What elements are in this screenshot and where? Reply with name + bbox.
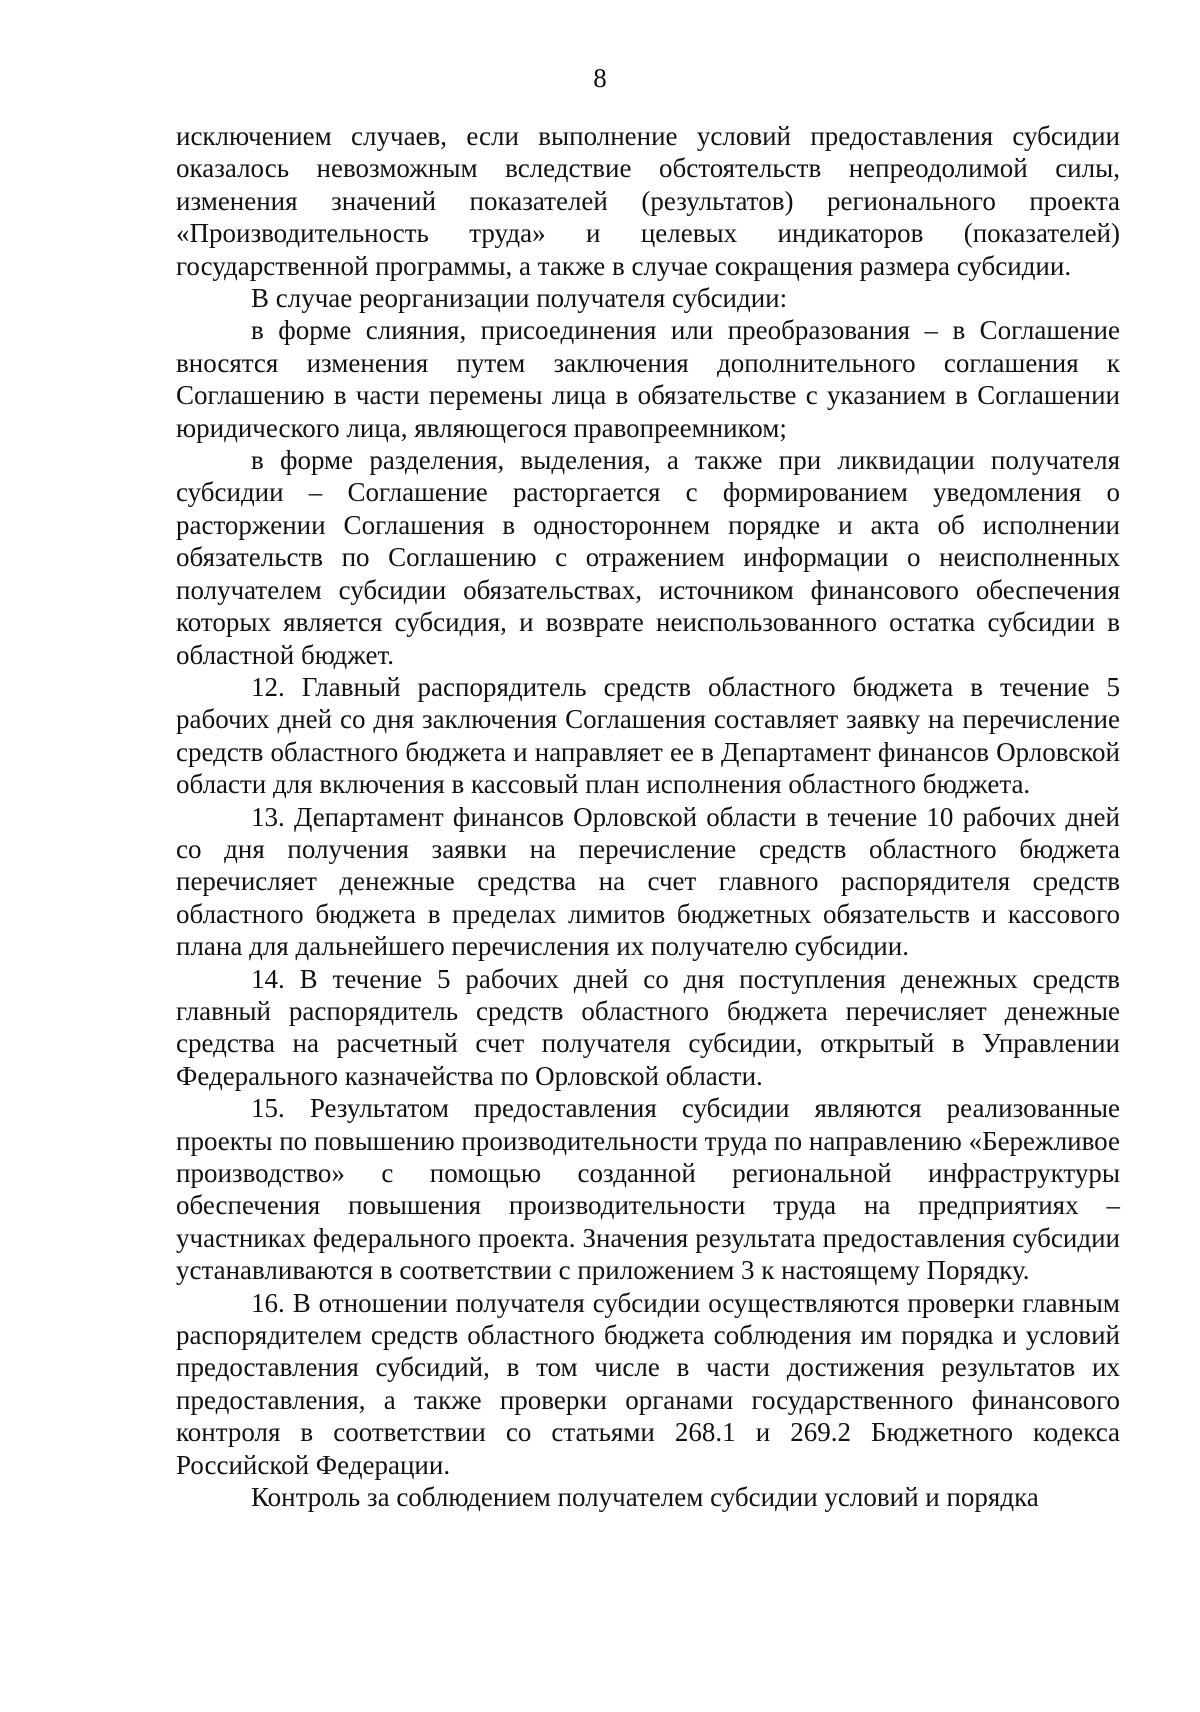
- paragraph-merger-form: в форме слияния, присоединения или преобразования – в Соглашение вносятся изменения путем заключения дополнительного соглашения к Соглашению в части перемены лица в обязательстве с указанием в Соглашении юридического лица, являющегося правопреемником;: [176, 315, 1120, 443]
- page-number: 8: [593, 63, 607, 93]
- paragraph-item-12: 12. Главный распорядитель средств областного бюджета в течение 5 рабочих дней со дня заключения Соглашения составляет заявку на перечисление средств областного бюджета и направляет ее в Департамент финансов Орловской области для включения в кассовый план исполнения областного бюджета.: [176, 671, 1120, 800]
- document-body: [176, 120, 1120, 1513]
- paragraph-item-14: 14. В течение 5 рабочих дней со дня поступления денежных средств главный распорядитель средств областного бюджета перечисляет денежные средства на расчетный счет получателя субсидии, открытый в Управлении Федерального казначейства по Орловской области.: [176, 963, 1120, 1091]
- paragraph-reorganization-intro: В случае реорганизации получателя субсидии:: [251, 283, 788, 314]
- paragraph-item-13: 13. Департамент финансов Орловской области в течение 10 рабочих дней со дня получения заявки на перечисление средств областного бюджета перечисляет денежные средства на счет главного распорядителя средств областного бюджета в пределах лимитов бюджетных обязательств и кассового плана для дальнейшего перечисления их получателю субсидии.: [176, 801, 1120, 962]
- paragraph-continuation: исключением случаев, если выполнение условий предоставления субсидии оказалось невозможным вследствие обстоятельств непреодолимой силы, изменения значений показателей (результатов) регионального проекта «Производительность труда» и целевых индикаторов (показателей) государственной программы, а также в случае сокращения размера субсидии.: [176, 121, 1120, 281]
- paragraph-item-15: 15. Результатом предоставления субсидии являются реализованные проекты по повышению производительности труда по направлению «Бережливое производство» с помощью созданной региональной инфраструктуры обеспечения повышения производительности труда на предприятиях – участниках федерального проекта. Значения результата предоставления субсидии устанавливаются в соответствии с приложением 3 к настоящему Порядку.: [176, 1093, 1120, 1286]
- paragraph-control: Контроль за соблюдением получателем субсидии условий и порядка: [251, 1482, 1039, 1513]
- paragraph-division-form: в форме разделения, выделения, а также при ликвидации получателя субсидии – Соглашение расторгается с формированием уведомления о расторжении Соглашения в одностороннем порядке и акта об исполнении обязательств по Соглашению с отражением информации о неисполненных получателем субсидии обязательствах, источником финансового обеспечения которых является субсидия, и возврате неиспользованного остатка субсидии в областной бюджет.: [176, 445, 1120, 670]
- paragraph-item-16: 16. В отношении получателя субсидии осуществляются проверки главным распорядителем средств областного бюджета соблюдения им порядка и условий предоставления субсидий, в том числе в части достижения результатов их предоставления, а также проверки органами государственного финансового контроля в соответствии со статьями 268.1 и 269.2 Бюджетного кодекса Российской Федерации.: [176, 1287, 1120, 1480]
